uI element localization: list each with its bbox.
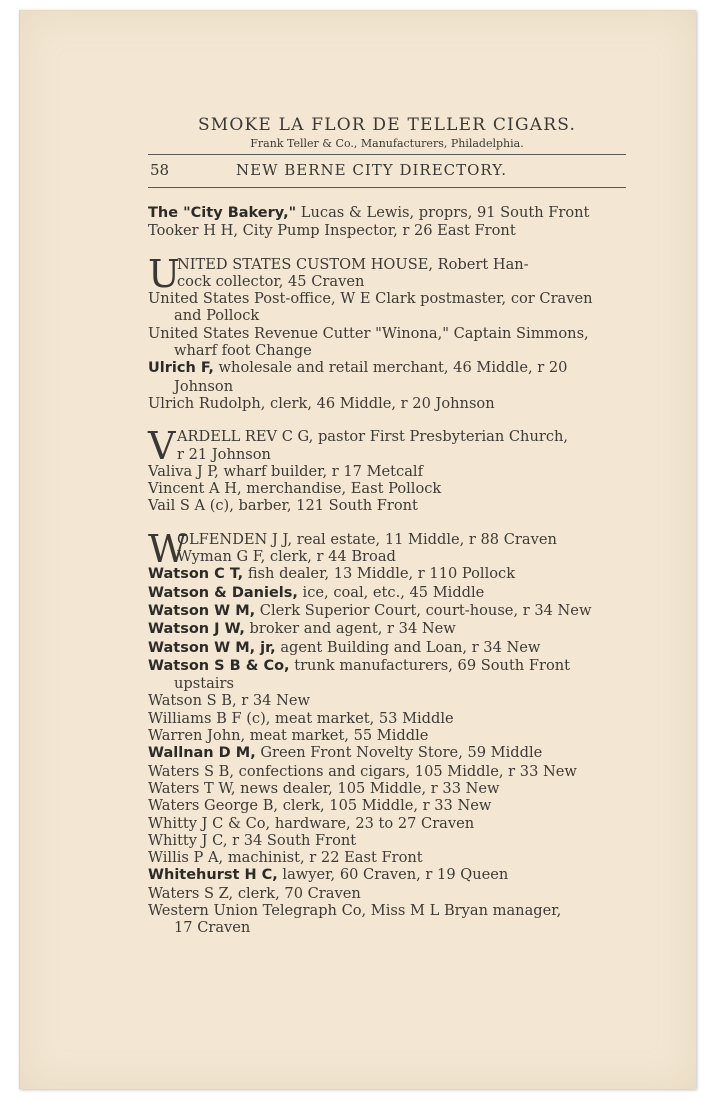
entry-details: Lucas & Lewis, proprs, 91 South Front: [296, 204, 590, 221]
list-item: Tooker H H, City Pump Inspector, r 26 East Front: [148, 222, 516, 240]
list-item: Valiva J P, wharf builder, r 17 Metcalf: [148, 462, 423, 480]
list-item: ARDELL REV C G, pastor First Presbyterian Church,: [177, 428, 569, 446]
list-item: United States Post-office, W E Clark postmaster, cor Craven: [148, 290, 593, 308]
list-item: [148, 584, 626, 602]
entry-details: broker and agent, r 34 New: [244, 620, 456, 638]
list-item: Waters S Z, clerk, 70 Craven: [148, 884, 361, 902]
entry-name: Watson S B & Co,: [148, 657, 290, 674]
page-number: 58: [150, 161, 170, 179]
entry-name: Watson & Daniels,: [148, 584, 298, 601]
section-u: [148, 251, 626, 296]
list-item-continuation: wharf foot Change: [174, 342, 312, 360]
list-item: [148, 602, 626, 620]
entry-details: trunk manufacturers, 69 South Front: [289, 656, 571, 674]
section-gap: [148, 240, 626, 256]
list-item-continuation: cock collector, 45 Craven: [177, 272, 365, 290]
list-item: [148, 620, 626, 638]
list-item: Vincent A H, merchandise, East Pollock: [148, 480, 442, 498]
entry-name: Watson J W,: [148, 621, 245, 638]
list-item: Whitty J C, r 34 South Front: [148, 831, 357, 849]
entry-name: Whitehurst H C,: [148, 867, 278, 884]
entry-name: Watson W M, jr,: [148, 639, 276, 656]
header-rule-bottom: [148, 187, 626, 188]
entry-details: agent Building and Loan, r 34 New: [275, 638, 541, 656]
drop-cap-w: W: [148, 526, 188, 571]
list-item-continuation: Johnson: [174, 377, 234, 395]
entry-name: Watson W M,: [148, 602, 256, 619]
list-item: Vail S A (c), barber, 121 South Front: [148, 497, 418, 515]
list-item-continuation: 17 Craven: [174, 919, 251, 937]
list-item: Waters S B, confections and cigars, 105 Middle, r 33 New: [148, 762, 577, 780]
drop-cap-u: U: [148, 251, 181, 296]
advert-headline: SMOKE LA FLOR DE TELLER CIGARS.: [197, 115, 577, 135]
list-item: NITED STATES CUSTOM HOUSE, Robert Han-: [177, 255, 529, 273]
entry-details: Green Front Novelty Store, 59 Middle: [255, 744, 543, 762]
entry-name: Watson C T,: [148, 566, 244, 583]
directory-page: [19, 10, 696, 1089]
entry-details: Clerk Superior Court, court-house, r 34 New: [255, 601, 592, 619]
section-w: [148, 526, 626, 571]
entry-name: Ulrich F,: [148, 360, 214, 377]
list-item: [148, 204, 626, 222]
list-item: OLFENDEN J J, real estate, 11 Middle, r 88 Craven: [177, 530, 557, 548]
running-header: [148, 161, 626, 183]
list-item: Western Union Telegraph Co, Miss M L Bryan manager,: [148, 901, 562, 919]
entry-details: lawyer, 60 Craven, r 19 Queen: [277, 866, 509, 884]
list-item: Waters George B, clerk, 105 Middle, r 33 New: [148, 797, 492, 815]
list-item: [148, 639, 626, 657]
list-item: Wyman G F, clerk, r 44 Broad: [177, 548, 396, 566]
section-gap: [148, 412, 626, 428]
directory-title: NEW BERNE CITY DIRECTORY.: [236, 161, 507, 179]
list-item: Waters T W, news dealer, 105 Middle, r 33 New: [148, 779, 500, 797]
header-rule-top: [148, 154, 626, 155]
list-item: [148, 565, 626, 583]
advert-maker: Frank Teller & Co., Manufacturers, Philadelphia.: [250, 137, 524, 150]
list-item: Ulrich Rudolph, clerk, 46 Middle, r 20 Johnson: [148, 394, 495, 412]
drop-cap-v: V: [148, 424, 176, 469]
list-item-continuation: r 21 Johnson: [177, 445, 271, 463]
page-content: [148, 115, 626, 937]
section-v: [148, 424, 626, 469]
list-item: [148, 744, 626, 762]
list-item: [148, 657, 626, 675]
entry-name: Wallnan D M,: [148, 745, 256, 762]
list-item-continuation: upstairs: [174, 675, 234, 693]
section-gap: [148, 515, 626, 531]
entry-name: The "City Bakery,": [148, 205, 297, 221]
list-item-continuation: and Pollock: [174, 307, 260, 325]
list-item: [148, 359, 626, 377]
directory-entries: [148, 204, 626, 937]
list-item: United States Revenue Cutter "Winona," Captain Simmons,: [148, 324, 589, 342]
list-item: [148, 866, 626, 884]
entry-details: ice, coal, etc., 45 Middle: [297, 583, 485, 601]
list-item: Watson S B, r 34 New: [148, 692, 310, 710]
list-item: Warren John, meat market, 55 Middle: [148, 727, 429, 745]
list-item: Willis P A, machinist, r 22 East Front: [148, 849, 423, 867]
entry-details: fish dealer, 13 Middle, r 110 Pollock: [243, 565, 516, 583]
list-item: Whitty J C & Co, hardware, 23 to 27 Craven: [148, 814, 475, 832]
entry-details: wholesale and retail merchant, 46 Middle, r 20: [213, 359, 568, 377]
list-item: Williams B F (c), meat market, 53 Middle: [148, 709, 454, 727]
